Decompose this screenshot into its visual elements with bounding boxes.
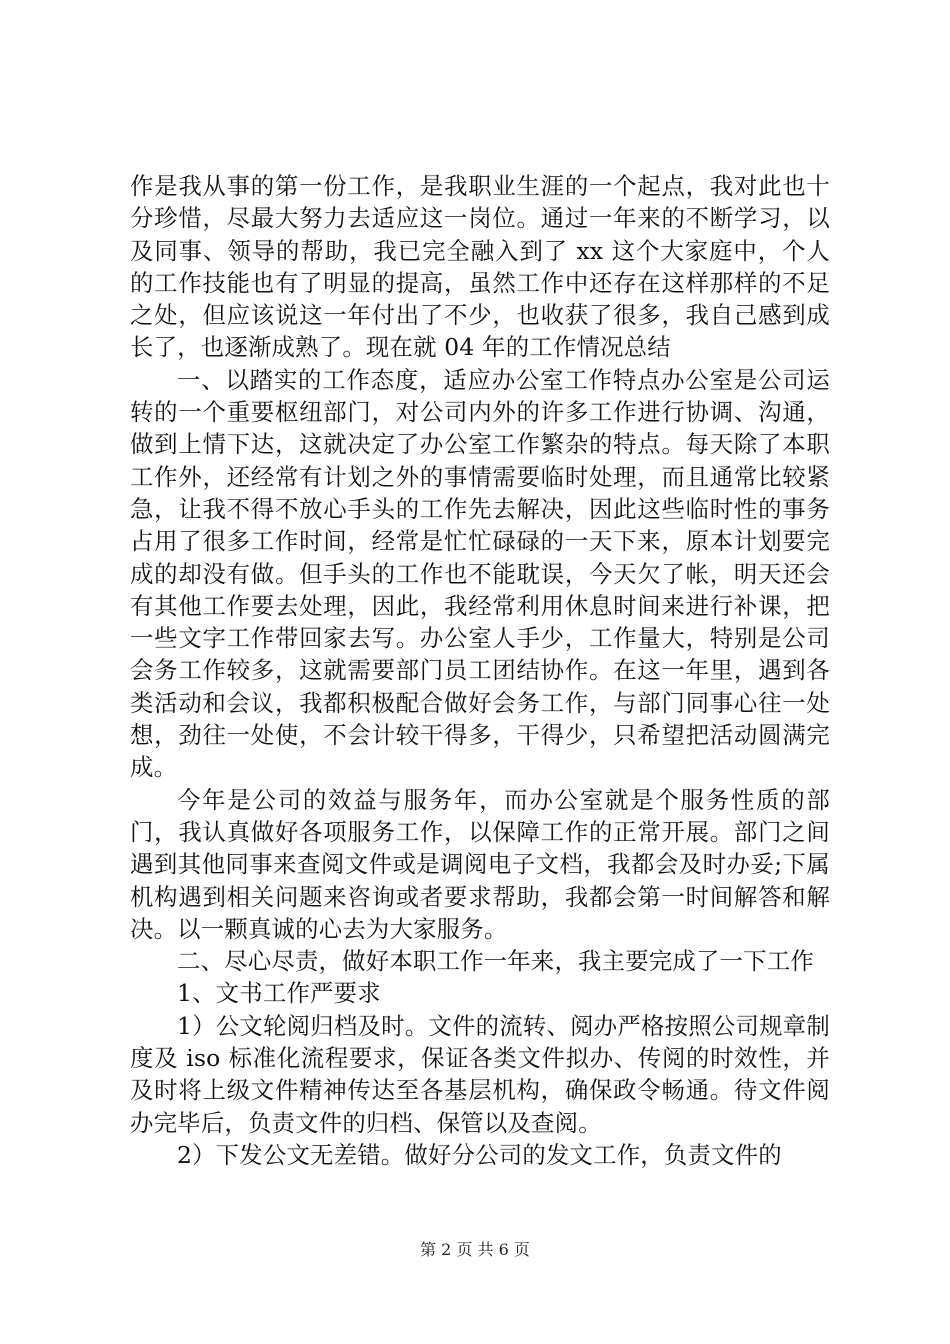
paragraph-6: 1）公文轮阅归档及时。文件的流转、阅办严格按照公司规章制度及 iso 标准化流程要求，保证各类文件拟办、传阅的时效性，并及时将上级文件精神传达至各基层机构，确保政令畅通。待文件阅办完毕后，负责文件的归档、保管以及查阅。 xyxy=(130,1011,830,1137)
paragraph-4: 二、尽心尽责，做好本职工作一年来，我主要完成了一下工作 xyxy=(177,947,814,976)
paragraph-7: 2）下发公文无差错。做好分公司的发文工作，负责文件的 xyxy=(177,1140,782,1169)
paragraph-5: 1、文书工作严要求 xyxy=(177,979,381,1008)
paragraph-3: 今年是公司的效益与服务年，而办公室就是个服务性质的部门，我认真做好各项服务工作，以保障工作的正常开展。部门之间遇到其他同事来查阅文件或是调阅电子文档，我都会及时办妥;下属机构遇到相关问题来咨询或者要求帮助，我都会第一时间解答和解决。以一颗真诚的心去为大家服务。 xyxy=(130,785,830,943)
document-body xyxy=(130,170,830,1171)
paragraph-1: 作是我从事的第一份工作，是我职业生涯的一个起点，我对此也十分珍惜，尽最大努力去适应这一岗位。通过一年来的不断学习，以及同事、领导的帮助，我已完全融入到了 xx 这个大家庭中，个人的工作技能也有了明显的提高，虽然工作中还存在这样那样的不足之处，但应该说这一年付出了不少，也收获了很多，我自己感到成长了，也逐渐成熟了。现在就 04 年的工作情况总结 xyxy=(130,172,830,362)
paragraph-2: 一、以踏实的工作态度，适应办公室工作特点办公室是公司运转的一个重要枢纽部门，对公司内外的许多工作进行协调、沟通，做到上情下达，这就决定了办公室工作繁杂的特点。每天除了本职工作外，还经常有计划之外的事情需要临时处理，而且通常比较紧急，让我不得不放心手头的工作先去解决，因此这些临时性的事务占用了很多工作时间，经常是忙忙碌碌的一天下来，原本计划要完成的却没有做。但手头的工作也不能耽误，今天欠了帐，明天还会有其他工作要去处理，因此，我经常利用休息时间来进行补课，把一些文字工作带回家去写。办公室人手少，工作量大，特别是公司会务工作较多，这就需要部门员工团结协作。在这一年里，遇到各类活动和会议，我都积极配合做好会务工作，与部门同事心往一处想，劲往一处使，不会计较干得多，干得少，只希望把活动圆满完成。 xyxy=(130,365,830,782)
page-number: 第 2 页 共 6 页 xyxy=(420,1240,530,1259)
page-footer xyxy=(0,1240,950,1260)
